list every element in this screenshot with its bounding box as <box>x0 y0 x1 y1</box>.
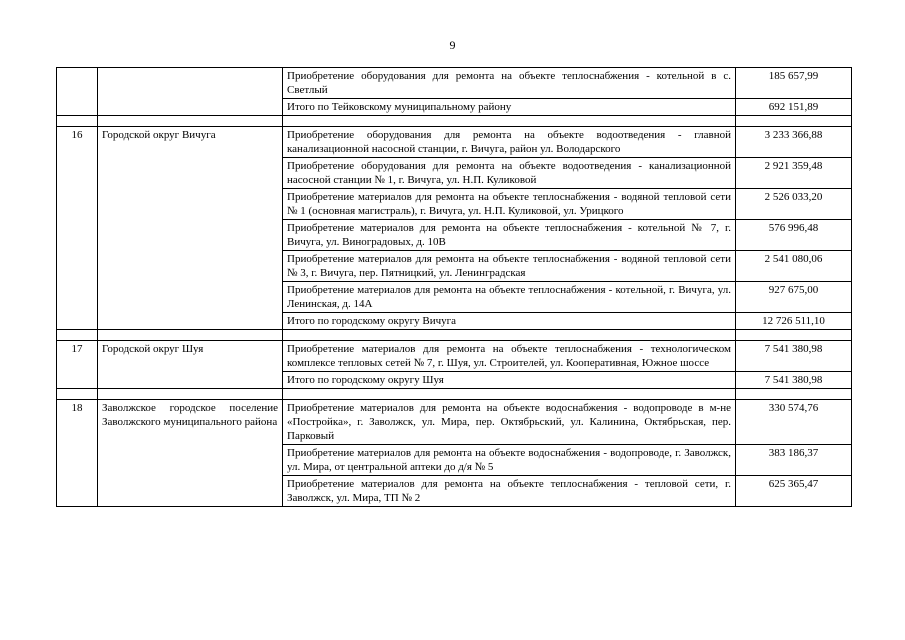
funding-table <box>56 67 852 507</box>
section-gap <box>57 330 852 341</box>
amount: 7 541 380,98 <box>736 341 852 372</box>
municipality-name: Городской округ Вичуга <box>98 127 283 330</box>
section-number: 18 <box>57 400 98 507</box>
total-label: Итого по городскому округу Вичуга <box>283 313 736 330</box>
amount: 185 657,99 <box>736 68 852 99</box>
work-description: Приобретение оборудования для ремонта на объекте теплоснабжения - котельной в с. Светлый <box>283 68 736 99</box>
table-row <box>57 400 852 445</box>
work-description: Приобретение материалов для ремонта на объекте теплоснабжения - котельной, г. Вичуга, ул. Ленинская, д. 14А <box>283 282 736 313</box>
amount: 576 996,48 <box>736 220 852 251</box>
work-description: Приобретение материалов для ремонта на объекте водоснабжения - водопроводе, г. Заволжск, ул. Мира, от центральной аптеки до д/я № 5 <box>283 445 736 476</box>
work-description: Приобретение материалов для ремонта на объекте водоснабжения - водопроводе в м-не «Постройка», г. Заволжск, ул. Мира, пер. Октябрьский, ул. Калинина, Октябрьская, пер. Парковый <box>283 400 736 445</box>
amount: 383 186,37 <box>736 445 852 476</box>
municipality-name <box>98 68 283 116</box>
amount: 3 233 366,88 <box>736 127 852 158</box>
amount: 2 526 033,20 <box>736 189 852 220</box>
work-description: Приобретение материалов для ремонта на объекте теплоснабжения - тепловой сети, г. Заволжск, ул. Мира, ТП № 2 <box>283 476 736 507</box>
table-row <box>57 341 852 372</box>
amount: 330 574,76 <box>736 400 852 445</box>
municipality-name: Городской округ Шуя <box>98 341 283 389</box>
work-description: Приобретение оборудования для ремонта на объекте водоотведения - главной канализационной насосной станции, г. Вичуга, район ул. Володарского <box>283 127 736 158</box>
municipality-name: Заволжское городское поселение Заволжского муниципального района <box>98 400 283 507</box>
work-description: Приобретение материалов для ремонта на объекте теплоснабжения - котельной № 7, г. Вичуга, ул. Виноградовых, д. 10В <box>283 220 736 251</box>
section-number: 16 <box>57 127 98 330</box>
total-amount: 12 726 511,10 <box>736 313 852 330</box>
section-number: 17 <box>57 341 98 389</box>
total-label: Итого по городскому округу Шуя <box>283 372 736 389</box>
amount: 2 541 080,06 <box>736 251 852 282</box>
total-amount: 692 151,89 <box>736 99 852 116</box>
amount: 625 365,47 <box>736 476 852 507</box>
total-amount: 7 541 380,98 <box>736 372 852 389</box>
work-description: Приобретение материалов для ремонта на объекте теплоснабжения - водяной тепловой сети № 3, г. Вичуга, пер. Пятницкий, ул. Ленинградская <box>283 251 736 282</box>
section-number <box>57 68 98 116</box>
table-row <box>57 68 852 99</box>
section-gap <box>57 389 852 400</box>
amount: 927 675,00 <box>736 282 852 313</box>
work-description: Приобретение материалов для ремонта на объекте теплоснабжения - технологическом комплексе тепловых сетей № 7, г. Шуя, ул. Строителей, ул. Кооперативная, Южное шоссе <box>283 341 736 372</box>
section-gap <box>57 116 852 127</box>
amount: 2 921 359,48 <box>736 158 852 189</box>
page-number: 9 <box>449 38 456 52</box>
work-description: Приобретение материалов для ремонта на объекте теплоснабжения - водяной тепловой сети № 1 (основная магистраль), г. Вичуга, ул. Н.П. Куликовой, ул. Урицкого <box>283 189 736 220</box>
table-row <box>57 127 852 158</box>
total-label: Итого по Тейковскому муниципальному району <box>283 99 736 116</box>
work-description: Приобретение оборудования для ремонта на объекте водоотведения - канализационной насосной станции № 1, г. Вичуга, ул. Н.П. Куликовой <box>283 158 736 189</box>
